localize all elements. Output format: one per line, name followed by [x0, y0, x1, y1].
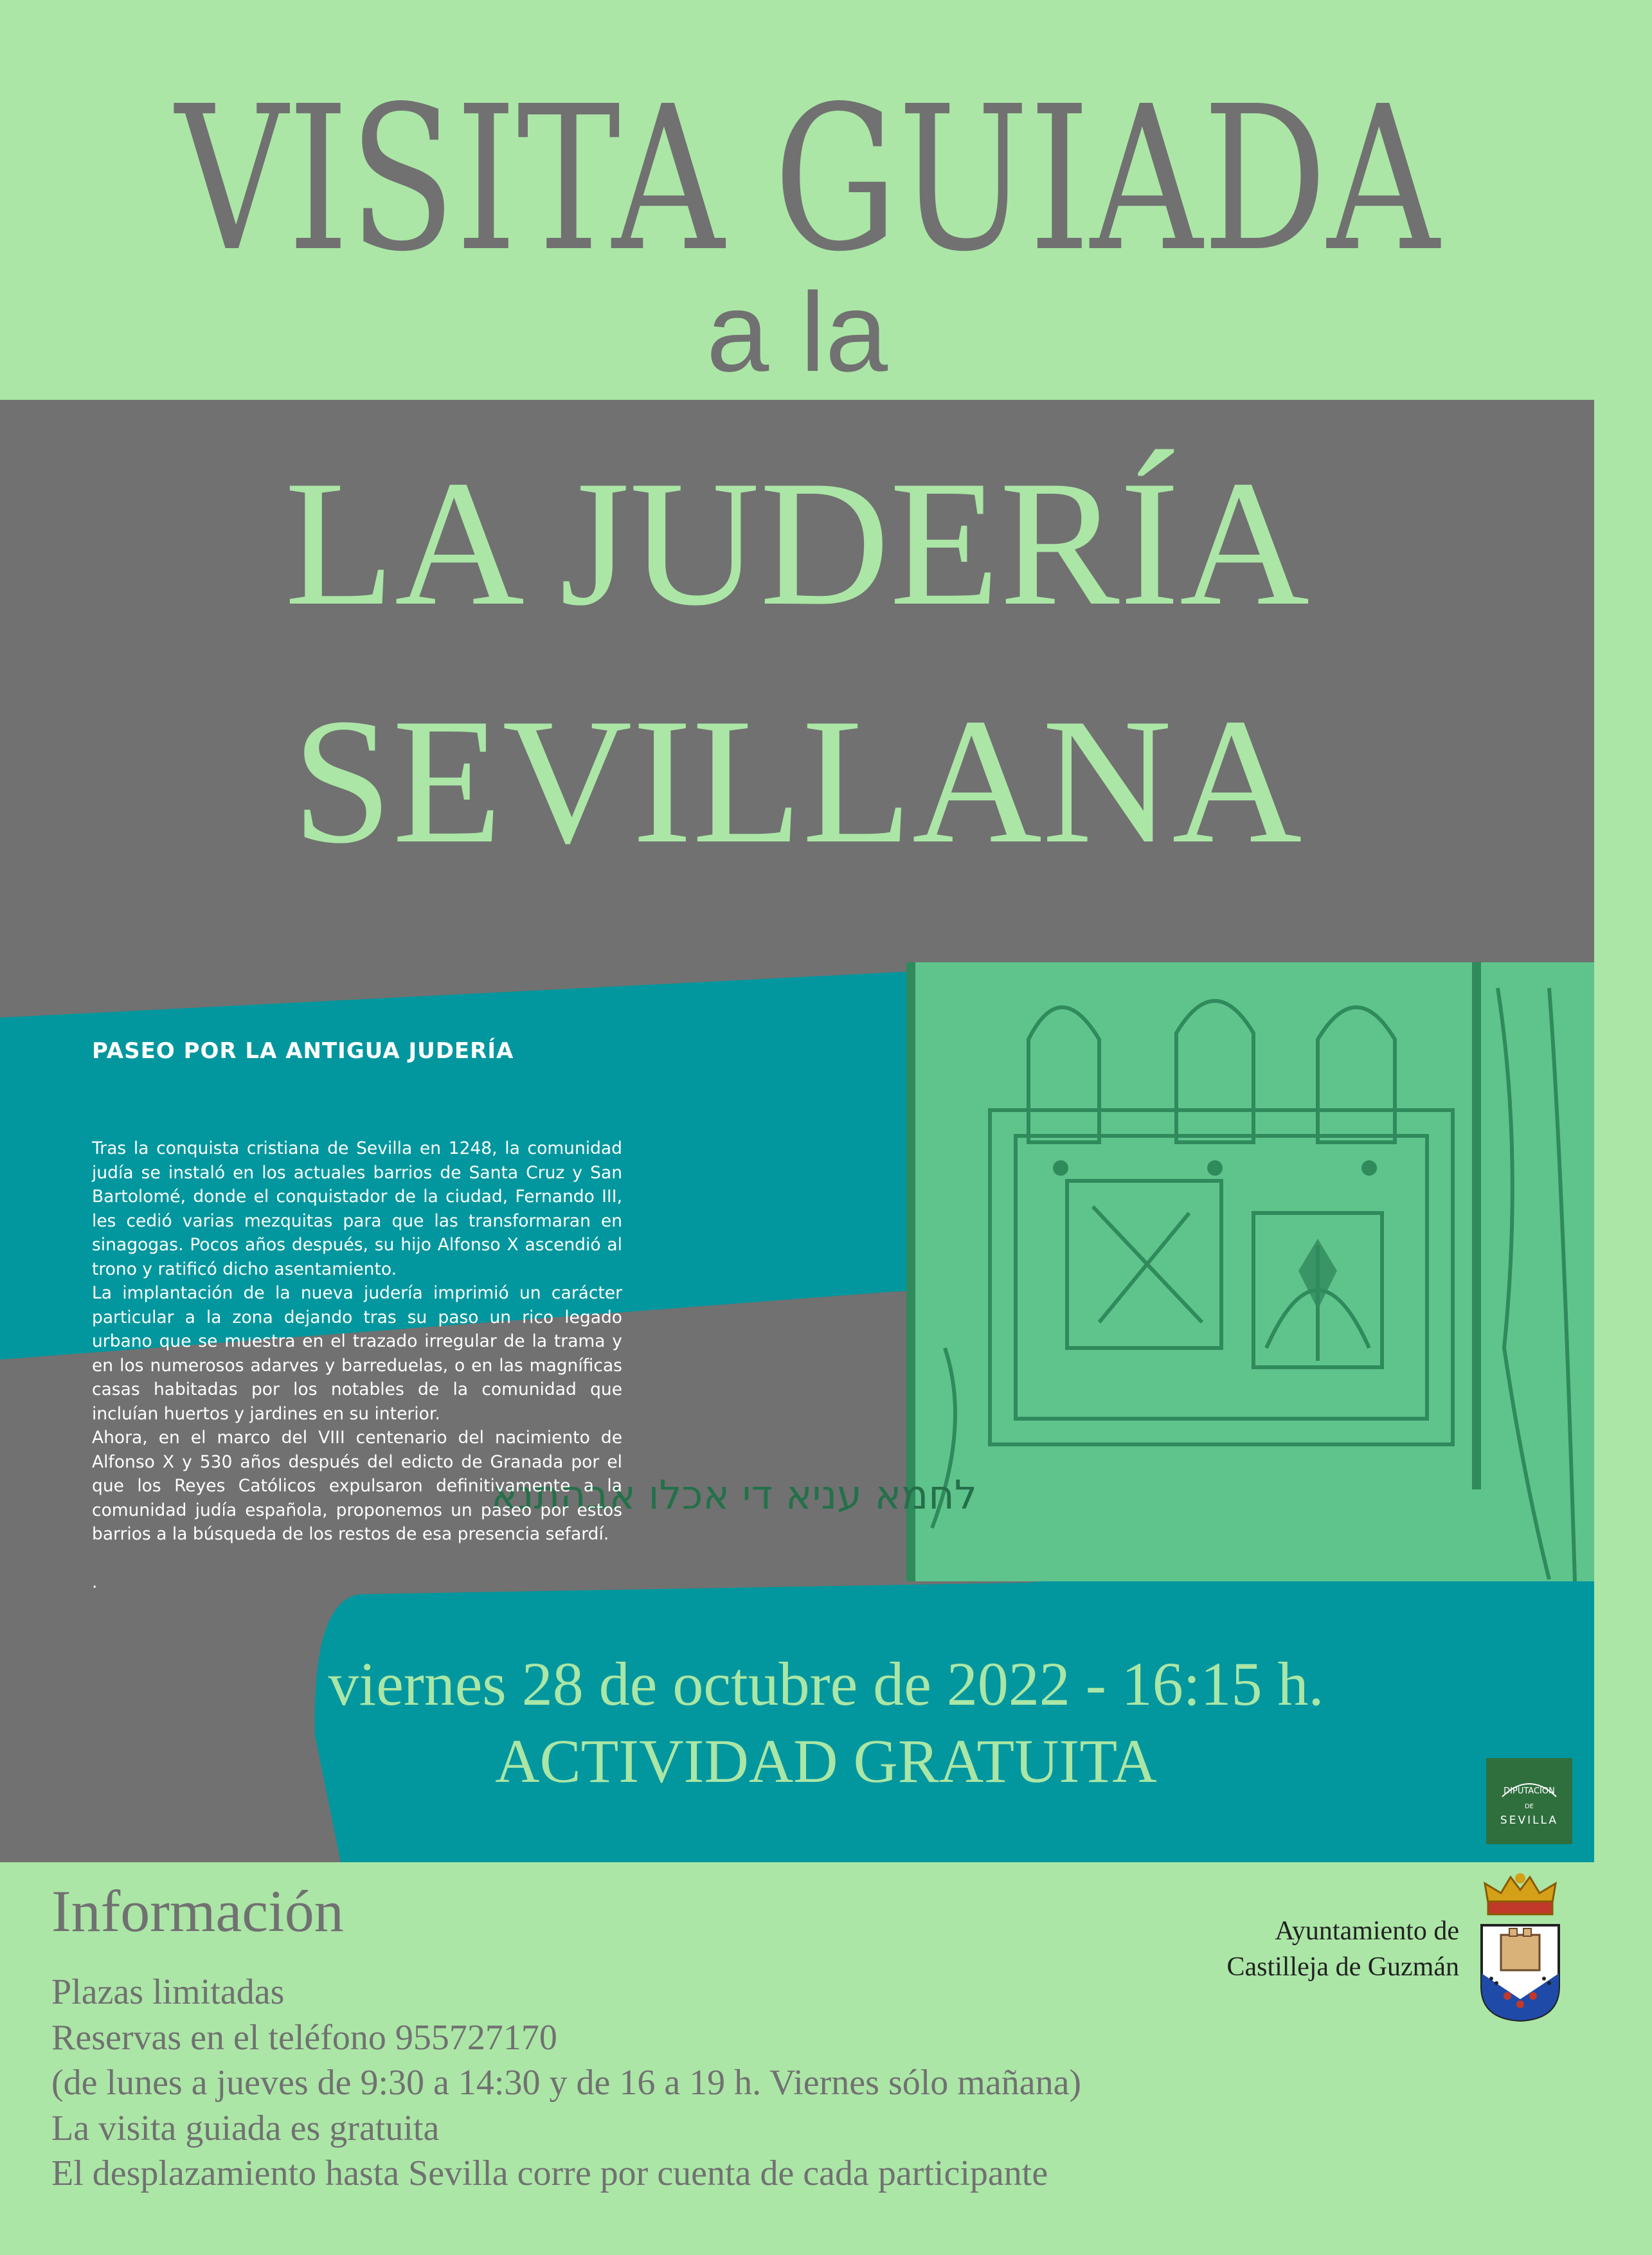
event-price: ACTIVIDAD GRATUITA [495, 1727, 1157, 1795]
article-paragraph: La implantación de la nueva judería imprimió un carácter particular a la zona dejando tras su paso un rico legado urbano que se muestra en el trazado irregular de la trama y en los numerosos adarves y barreduelas, o en las magníficas casas habitadas por los notables de la comunidad que incluían huertos y jardines en su interior. [92, 1283, 622, 1424]
event-date-time: viernes 28 de octubre de 2022 - 16:15 h. [328, 1649, 1324, 1718]
info-line: El desplazamiento hasta Sevilla corre por cuenta de cada participante [51, 2153, 1048, 2193]
info-line: Reservas en el teléfono 955727170 [51, 2017, 557, 2058]
article-paragraph: Tras la conquista cristiana de Sevilla en 1248, la comunidad judía se instaló en los actuales barrios de Santa Cruz y San Bartolomé, donde el conquistador de la ciudad, Fernando III, les cedió varias mezquitas para que las transformaran en sinagogas. Pocos años después, su hijo Alfonso X ascendió al trono y ratificó dicho asentamiento. [92, 1138, 622, 1279]
title-la-juderia: LA JUDERÍA [284, 443, 1310, 643]
info-line: (de lunes a jueves de 9:30 a 14:30 y de 16 a 19 h. Viernes sólo mañana) [51, 2063, 1082, 2103]
logo-text-diputacion: DIPUTACION [1504, 1786, 1555, 1796]
logo-text-sevilla: SEVILLA [1500, 1814, 1559, 1827]
organizer-name [1115, 1913, 1459, 1985]
title-a-la: a la [706, 270, 888, 395]
logo-text-de: DE [1524, 1803, 1534, 1810]
info-line: Plazas limitadas [51, 1972, 285, 2012]
article-body [92, 1136, 622, 1594]
hebrew-inscription: לחמא עניא די אכלו אבהתנא [491, 1471, 977, 1518]
title-sevillana: SEVILLANA [292, 681, 1302, 881]
diputacion-sevilla-logo [1486, 1758, 1572, 1844]
article-paragraph: Ahora, en el marco del VIII centenario del nacimiento de Alfonso X y 530 años después del edicto de Granada por el que los Reyes Católicos expulsaron definitivamente a la comunidad judía española, proponemos un paseo por estos barrios a la búsqueda de los restos de esa presencia sefardí. [92, 1428, 622, 1544]
hebrew-manuscript-image [491, 962, 1594, 1581]
info-list [51, 1970, 1081, 2197]
info-title: Información [51, 1878, 344, 1944]
coat-of-arms-icon [1472, 1864, 1568, 2022]
organizer-line-2: Castilleja de Guzmán [1226, 1952, 1459, 1982]
info-line: La visita guiada es gratuita [51, 2108, 440, 2148]
article-paragraph: . [92, 1572, 98, 1592]
title-visita-guiada: VISITA GUIADA [175, 64, 1440, 296]
article-heading: PASEO POR LA ANTIGUA JUDERÍA [92, 1038, 514, 1064]
organizer-line-1: Ayuntamiento de [1275, 1916, 1459, 1946]
